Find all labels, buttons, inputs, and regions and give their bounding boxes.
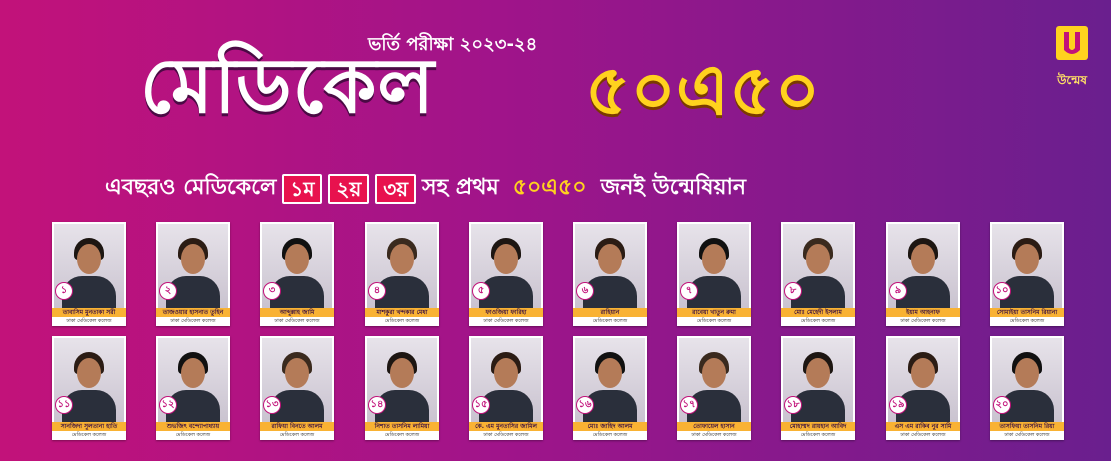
photo-face (494, 244, 518, 274)
student-rank-number: ২০ (993, 396, 1011, 414)
student-college: মেডিকেল কলেজ (384, 318, 420, 324)
page-title: মেডিকেল (140, 41, 436, 130)
student-college: ঢাকা মেডিকেল কলেজ (66, 318, 112, 324)
photo-face (806, 358, 830, 388)
student-rank-number: ৮ (784, 282, 802, 300)
photo-face (390, 244, 414, 274)
student-name: কে. এম মুনতাসির জামিল (469, 422, 543, 431)
photo-face (285, 244, 309, 274)
photo-face (806, 244, 830, 274)
student-card (781, 336, 855, 440)
student-college: মেডিকেল কলেজ (279, 432, 315, 438)
student-card (469, 336, 543, 440)
photo-face (77, 244, 101, 274)
student-card (781, 222, 855, 326)
photo-face (1015, 358, 1039, 388)
photo-face (181, 244, 205, 274)
student-college: মেডিকেল কলেজ (175, 432, 211, 438)
student-card (990, 222, 1064, 326)
student-name: এস এম রাকিব নুর সামি (886, 422, 960, 431)
student-college: ঢাকা মেডিকেল কলেজ (483, 318, 529, 324)
student-card (573, 336, 647, 440)
student-college: ঢাকা মেডিকেল কলেজ (900, 318, 946, 324)
student-college: ঢাকা মেডিকেল কলেজ (900, 432, 946, 438)
student-name: শুভজিৎ বন্দ্যোপাধ্যায় (156, 422, 230, 431)
student-college: মেডিকেল কলেজ (1009, 318, 1045, 324)
tagline (105, 170, 746, 207)
photo-face (181, 358, 205, 388)
student-card (573, 222, 647, 326)
student-card (260, 336, 334, 440)
student-name: নিশাত তাসনিম লামিয়া (365, 422, 439, 431)
student-card (990, 336, 1064, 440)
student-name: মাশকুরা খন্দকার মেধা (365, 308, 439, 317)
student-college: মেডিকেল কলেজ (592, 318, 628, 324)
student-name: রাবেয়া খাতুন রুমা (677, 308, 751, 317)
student-college: মেডিকেল কলেজ (800, 432, 836, 438)
student-college: ঢাকা মেডিকেল কলেজ (483, 432, 529, 438)
photo-face (494, 358, 518, 388)
student-rank-number: ১৭ (680, 396, 698, 414)
student-name: রাহিয়ান (573, 308, 647, 317)
student-card (365, 336, 439, 440)
student-name: তাজওয়ার হাসনাত তুহিন (156, 308, 230, 317)
student-rank-number: ১০ (993, 282, 1011, 300)
score-headline: ৫০এ৫০ (585, 49, 821, 131)
student-card (365, 222, 439, 326)
student-name: আব্দুল্লাহ জামি (260, 308, 334, 317)
rank-badge-1: ১ম (282, 174, 322, 204)
photo-face (77, 358, 101, 388)
student-college: মেডিকেল কলেজ (800, 318, 836, 324)
student-college: ঢাকা মেডিকেল কলেজ (1004, 432, 1050, 438)
photo-face (598, 244, 622, 274)
tagline-suffix: জনই উন্মেষিয়ান (600, 175, 747, 200)
tagline-highlight: ৫০এ৫০ (512, 175, 587, 200)
tagline-prefix: এবছরও মেডিকেলে (105, 175, 277, 200)
student-rank-number: ১ (55, 282, 73, 300)
student-card (886, 222, 960, 326)
student-rank-number: ৬ (576, 282, 594, 300)
student-college: ঢাকা মেডিকেল কলেজ (691, 432, 737, 438)
student-name: রাফিয়া বিনতে আলম (260, 422, 334, 431)
student-rank-number: ৯ (889, 282, 907, 300)
photo-face (911, 244, 935, 274)
photo-face (702, 244, 726, 274)
student-rank-number: ৪ (368, 282, 386, 300)
student-name: মোঃ জাহিদ আলম (573, 422, 647, 431)
tagline-middle: সহ প্রথম (422, 175, 499, 200)
student-rank-number: ১২ (159, 396, 177, 414)
student-name: তোফায়েল হাসান (677, 422, 751, 431)
student-card (886, 336, 960, 440)
student-card (156, 222, 230, 326)
student-name: ইয়াম আহনাফ (886, 308, 960, 317)
photo-face (285, 358, 309, 388)
student-college: ঢাকা মেডিকেল কলেজ (274, 318, 320, 324)
photo-face (911, 358, 935, 388)
student-rank-number: ২ (159, 282, 177, 300)
student-name: তাবাসিম মুনতাকা সরী (52, 308, 126, 317)
student-rank-number: ১৮ (784, 396, 802, 414)
rank-badge-3: ৩য় (375, 174, 416, 204)
student-card (677, 222, 751, 326)
student-rank-number: ৩ (263, 282, 281, 300)
student-card (52, 222, 126, 326)
student-college: মেডিকেল কলেজ (592, 432, 628, 438)
student-card (469, 222, 543, 326)
rank-badge-2: ২য় (328, 174, 369, 204)
student-rank-number: ৭ (680, 282, 698, 300)
photo-face (702, 358, 726, 388)
student-college: মেডিকেল কলেজ (71, 432, 107, 438)
student-rank-number: ১৩ (263, 396, 281, 414)
student-college: মেডিকেল কলেজ (384, 432, 420, 438)
student-card (677, 336, 751, 440)
brand-logo-icon (1052, 22, 1092, 66)
student-card (260, 222, 334, 326)
student-rank-number: ১৬ (576, 396, 594, 414)
student-name: সোমাইয়া তাসনিম রিয়ানা (990, 308, 1064, 317)
photo-face (1015, 244, 1039, 274)
photo-face (390, 358, 414, 388)
student-name: সানজিদা সুলতানা হাতি (52, 422, 126, 431)
student-rank-number: ১৪ (368, 396, 386, 414)
student-rank-number: ১৯ (889, 396, 907, 414)
student-rank-number: ১১ (55, 396, 73, 414)
student-name: ফাওজিয়া ফারিহা (469, 308, 543, 317)
student-name: মোঃ মেহেদী ইসলাম (781, 308, 855, 317)
student-college: মেডিকেল কলেজ (696, 318, 732, 324)
student-name: মোহাম্মদ রায়হান আবিদ (781, 422, 855, 431)
student-college: ঢাকা মেডিকেল কলেজ (170, 318, 216, 324)
student-name: তাসফিয়া তাসনিম রিয়া (990, 422, 1064, 431)
student-rank-number: ১৫ (472, 396, 490, 414)
exam-subtitle: ভর্তি পরীক্ষা ২০২৩-২৪ (368, 34, 538, 55)
brand-name: উন্মেষ (1057, 73, 1087, 87)
student-card (156, 336, 230, 440)
student-card (52, 336, 126, 440)
student-rank-number: ৫ (472, 282, 490, 300)
photo-face (598, 358, 622, 388)
